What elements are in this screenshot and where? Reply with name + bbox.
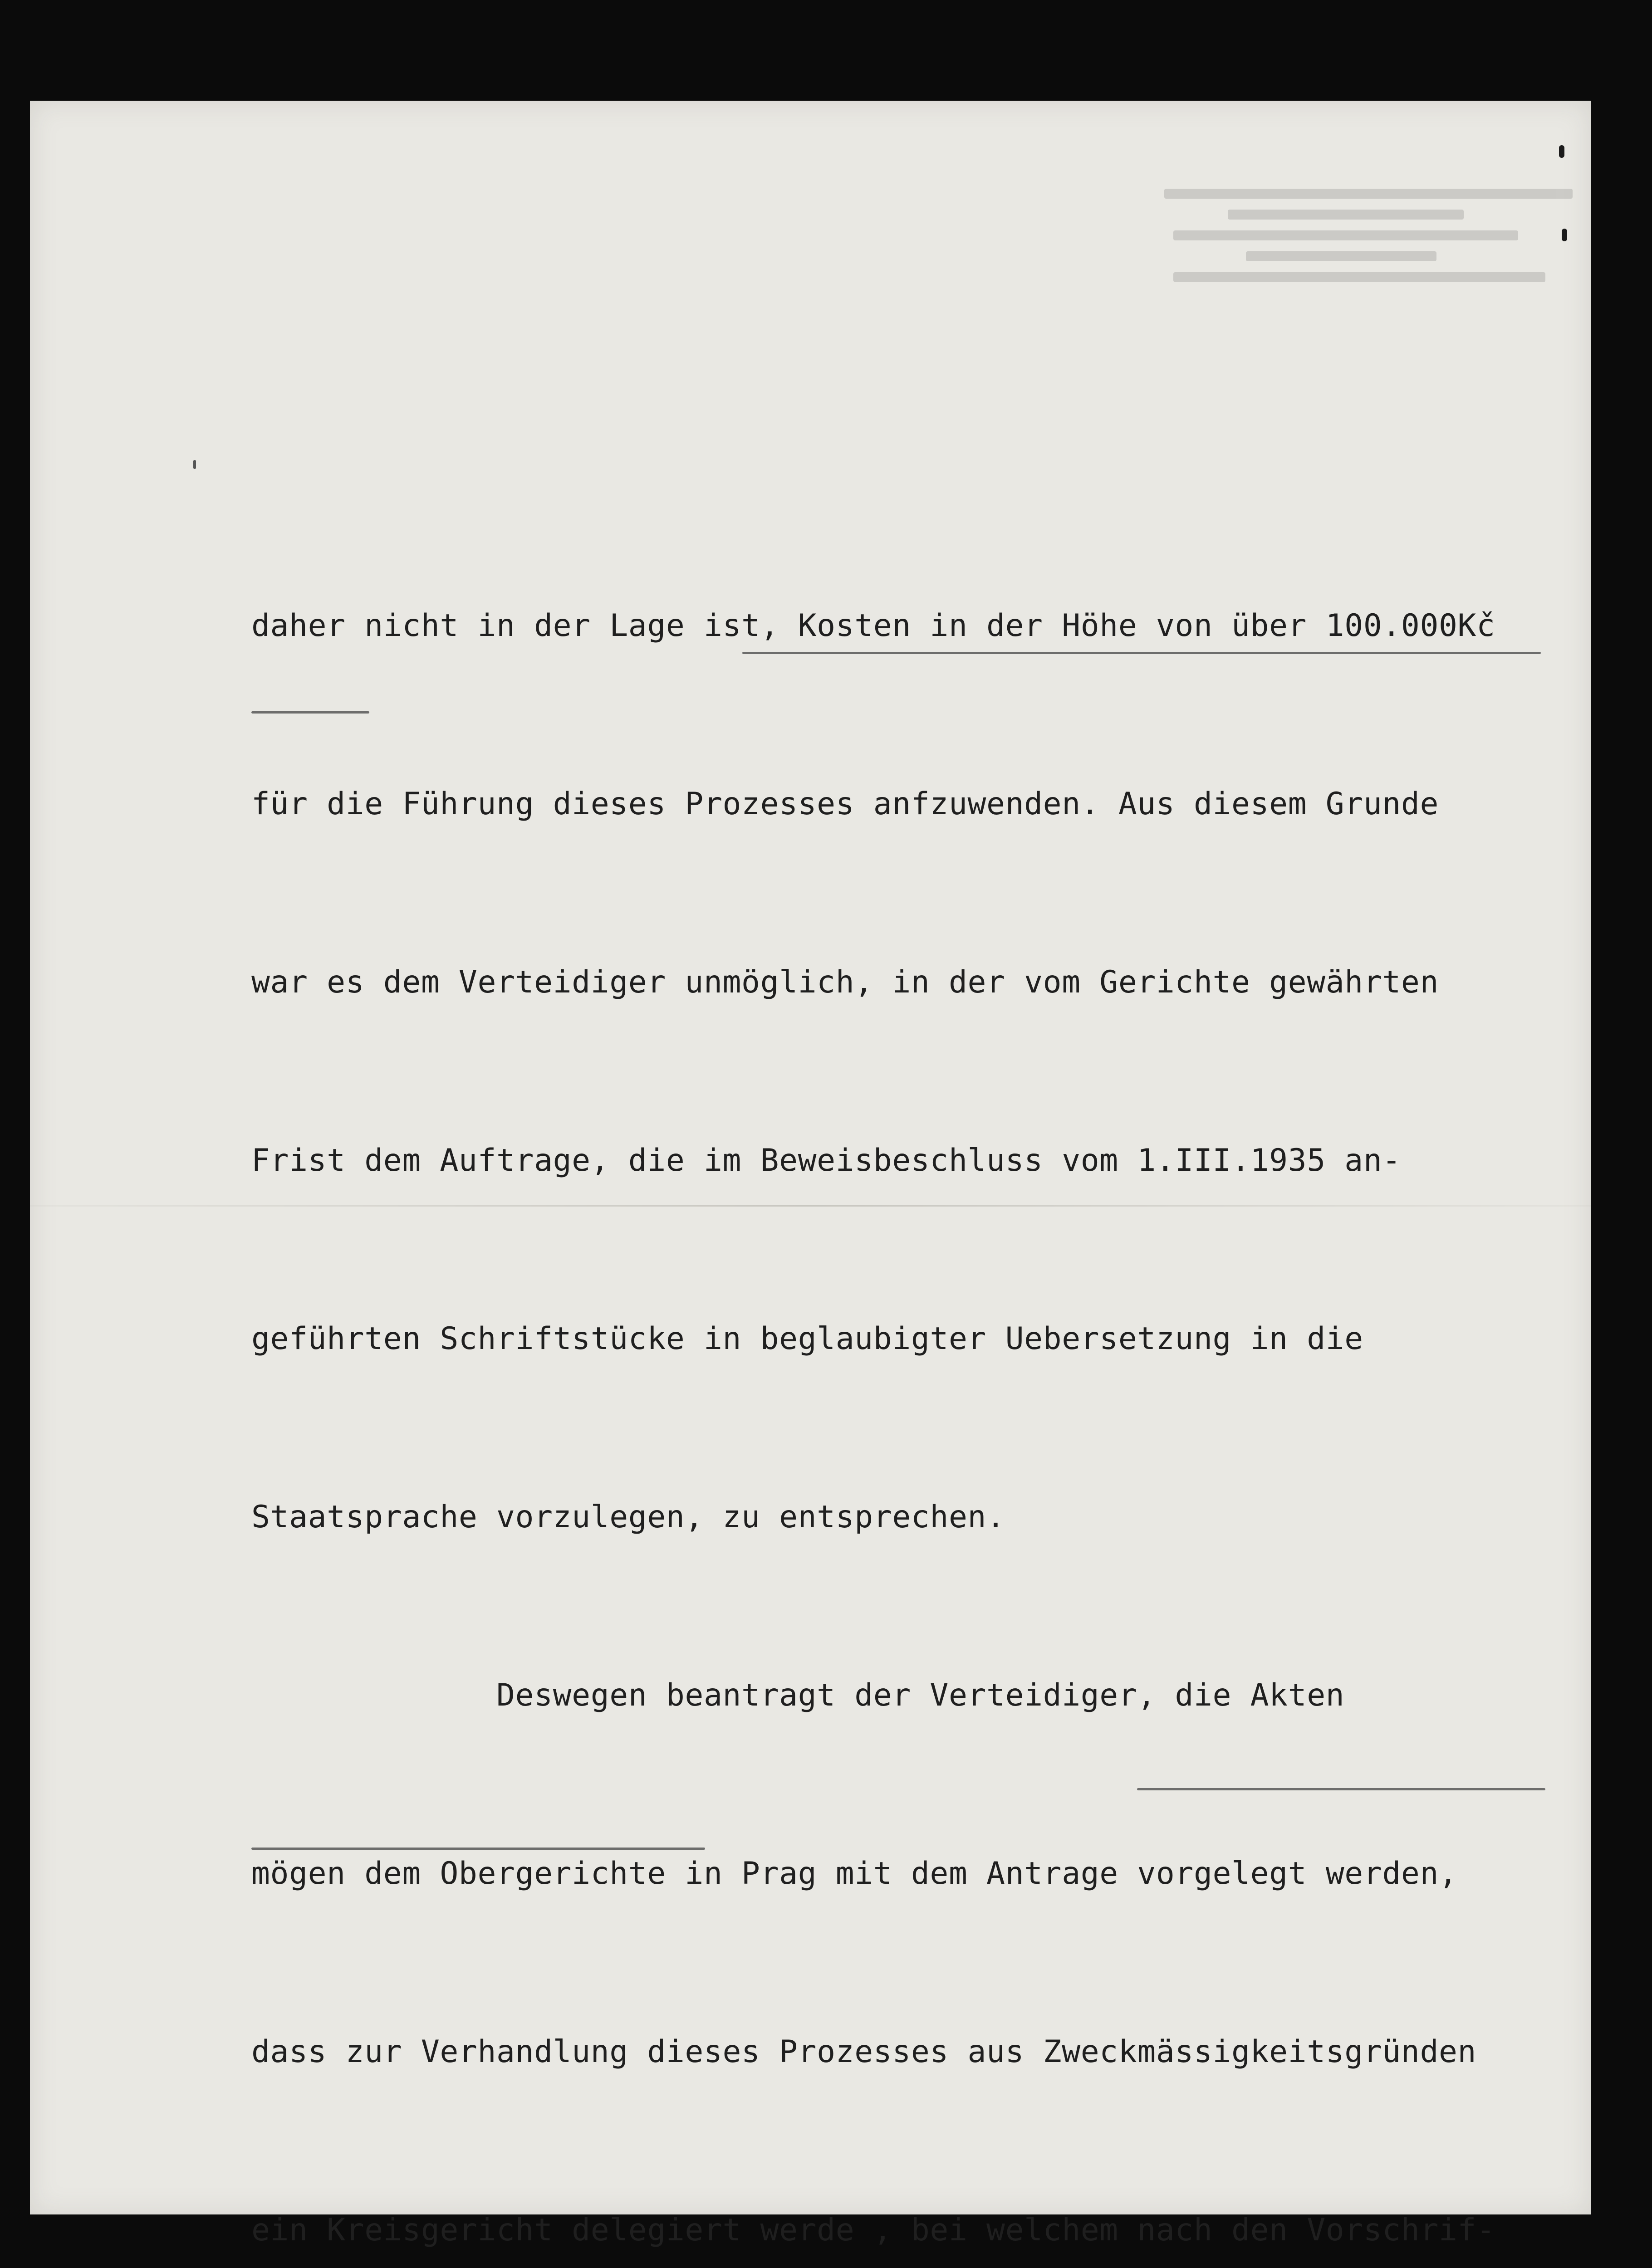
text-line: für die Führung dieses Prozesses anfzuwenden. Aus diesem Grunde bbox=[251, 786, 1439, 822]
pencil-underline bbox=[1137, 1788, 1545, 1790]
text-line: geführten Schriftstücke in beglaubigter Uebersetzung in die bbox=[251, 1321, 1363, 1357]
text-line: war es dem Verteidiger unmöglich, in der vom Gerichte gewährten bbox=[251, 964, 1439, 1000]
paper-sheet bbox=[30, 101, 1591, 2248]
stray-mark bbox=[193, 460, 196, 469]
text-line: Deswegen beantragt der Verteidiger, die Akten bbox=[251, 1677, 1345, 1713]
pencil-underline bbox=[251, 1848, 705, 1850]
typewritten-text bbox=[251, 477, 1594, 2268]
text-line: dass zur Verhandlung dieses Prozesses aus Zweckmässigkeitsgründen bbox=[251, 2034, 1477, 2070]
bleed-through-letterhead bbox=[1101, 178, 1573, 450]
text-line: ein Kreisgericht delegiert werde , bei welchem nach den Vorschrif- bbox=[251, 2212, 1495, 2248]
text-line: Frist dem Auftrage, die im Beweisbeschluss vom 1.III.1935 an- bbox=[251, 1143, 1401, 1178]
text-line: Staatsprache vorzulegen, zu entsprechen. bbox=[251, 1499, 1005, 1535]
binder-hole-top bbox=[1559, 145, 1564, 158]
pencil-underline bbox=[251, 711, 369, 714]
text-line: daher nicht in der Lage ist, Kosten in der Höhe von über 100.000Kč bbox=[251, 608, 1495, 644]
pencil-underline bbox=[742, 652, 1541, 654]
binder-hole-bottom bbox=[1562, 229, 1567, 241]
text-line: mögen dem Obergerichte in Prag mit dem Antrage vorgelegt werden, bbox=[251, 1856, 1458, 1892]
